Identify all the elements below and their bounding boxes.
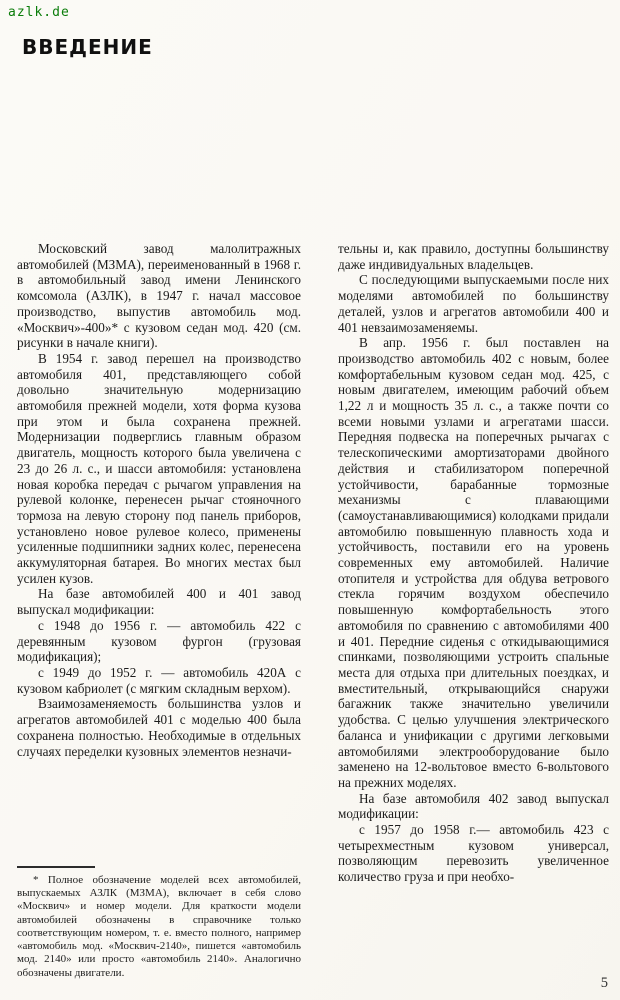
paragraph: В 1954 г. завод перешел на производство автомобиля 401, представляющего собой довольно значительную модернизацию автомобиля прежней модели, хотя форма кузова при этом и была сохранена прежней. Модернизации подверглись главным образом двигатель, мощность которого была увеличена с 23 до 26 л. с., и шасси автомобиля: установлена новая коробка передач с рычагом управления на рулевой колонке, перенесен рычаг стояночного тормоза на левую сторону под панель приборов, установлено новое рулевое колесо, применены усиленные подшипники задних колес, перенесена аккумуляторная батарея. Во многих местах был усилен кузов.: [17, 350, 301, 586]
footnote-text: * Полное обозначение моделей всех автомобилей, выпускаемых АЗЛК (МЗМА), включает в себя слово «Москвич» и номер модели. Для краткости модели автомобилей обозначены в справочнике только соответствующим номером, т. е. вместо полного, например «автомобиль мод. «Москвич-2140», пишется «автомобиль мод. 2140» или просто «автомобиль 2140». Аналогично обозначены двигатели.: [17, 873, 301, 979]
footnote: [17, 866, 301, 986]
watermark-azlk-de: azlk.de: [8, 5, 70, 20]
paragraph: с 1948 до 1956 г. — автомобиль 422 с деревянным кузовом фургон (грузовая модификация);: [17, 617, 301, 665]
left-column: [17, 241, 301, 986]
page-title: ВВЕДЕНИЕ: [22, 35, 153, 60]
paragraph: На базе автомобилей 400 и 401 завод выпускал модификации:: [17, 586, 301, 618]
paragraph: Взаимозаменяемость большинства узлов и агрегатов автомобилей 401 с моделью 400 была сохранена полностью. Необходимые в отдельных случаях переделки кузовных элементов незначи-: [17, 696, 301, 759]
paragraph: тельны и, как правило, доступны большинству даже индивидуальных владельцев.: [338, 241, 609, 272]
paragraph: с 1949 до 1952 г. — автомобиль 420А с кузовом кабриолет (с мягким складным верхом).: [17, 664, 301, 696]
left-column-text: [17, 241, 301, 759]
paragraph: с 1957 до 1958 г.— автомобиль 423 с четырехместным кузовом универсал, позволяющим перевозить увеличенное количество груза и при необхо-: [338, 822, 609, 885]
paragraph: На базе автомобиля 402 завод выпускал модификации:: [338, 790, 609, 822]
paragraph: Московский завод малолитражных автомобилей (МЗМА), переименованный в 1968 г. в автомобильный завод имени Ленинского комсомола (АЗЛК), в 1947 г. начал массовое производство, выпустив автомобиль мод. «Москвич»-400»* с кузовом седан мод. 420 (см. рисунки в начале книги).: [17, 241, 301, 351]
paragraph: С последующими выпускаемыми после них моделями автомобилей по большинству деталей, узлов и агрегатов автомобили 400 и 401 невзаимозаменяемы.: [338, 272, 609, 335]
text-columns: [17, 241, 609, 986]
right-column: [338, 241, 609, 986]
paragraph: В апр. 1956 г. был поставлен на производство автомобиль 402 с новым, более комфортабельным кузовом седан мод. 425, с новым двигателем, имеющим рабочий объем 1,22 л и мощность 35 л. с., а также почти со всеми новыми узлами и агрегатами шасси. Передняя подвеска на поперечных рычагах с телескопическими амортизаторами двойного действия и стабилизатором поперечной устойчивости, барабанные тормозные механизмы с плавающими (самоустанавливающимися) колодками придали автомобилю повышенную плавность хода и устойчивость, поставили его на уровень современных ему автомобилей. Наличие отопителя и устройства для обдува ветрового стекла горячим воздухом обеспечило повышенную комфортабельность этого автомобиля по сравнению с автомобилями 400 и 401. Передние сиденья с откидывающимися спинками, позволяющими устроить спальные места для отдыха при длительных поездках, и вместительный, открывающийся снаружи багажник также значительно увеличили удобства. С целью улучшения электрического баланса и унификации с другими легковыми автомобилями электрооборудование было заменено на 12-вольтовое вместо 6-вольтового на прежних моделях.: [338, 335, 609, 790]
page-number: 5: [600, 975, 608, 991]
footnote-rule: [17, 866, 95, 868]
